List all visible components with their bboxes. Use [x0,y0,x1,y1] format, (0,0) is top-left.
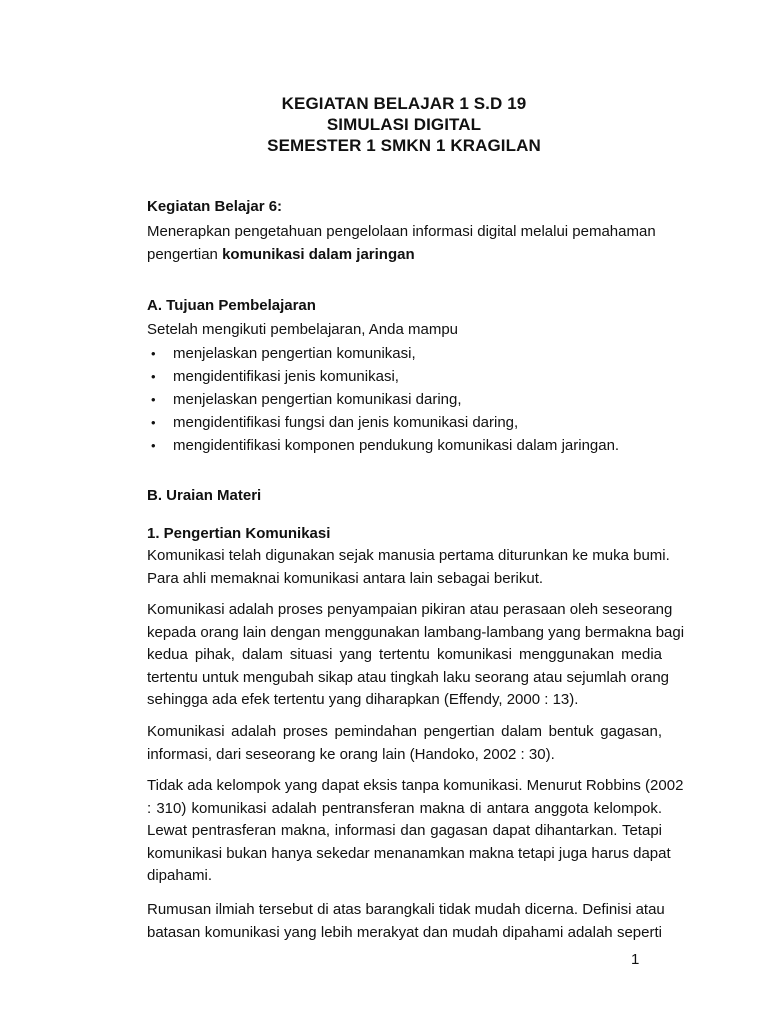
paragraph-4 [147,775,684,888]
paragraph-line: informasi, dari seseorang ke orang lain (Handoko, 2002 : 30). [147,745,555,763]
bullet-icon: • [151,392,156,407]
paragraph-5 [147,899,665,944]
objective-text: menjelaskan pengertian komunikasi, [173,345,416,362]
title-line-3: SEMESTER 1 SMKN 1 KRAGILAN [267,136,541,155]
paragraph-line: tertentu untuk mengubah sikap atau tingkah laku seorang atau sejumlah orang [147,668,670,686]
title-line-1: KEGIATAN BELAJAR 1 S.D 19 [281,94,527,113]
activity-heading: Kegiatan Belajar 6: [147,198,283,215]
paragraph-line: dipahami. [147,867,213,885]
paragraph-2 [147,599,685,712]
paragraph-3 [147,721,662,766]
paragraph-line: komunikasi bukan hanya sekedar menanamkan makna tetapi juga harus dapat [147,844,671,862]
paragraph-line: Para ahli memaknai komunikasi antara lain sebagai berikut. [147,569,544,587]
paragraph-line: sehingga ada efek tertentu yang diharapkan (Effendy, 2000 : 13). [147,691,579,709]
bullet-icon: • [151,438,156,453]
paragraph-line: Komunikasi adalah proses penyampaian pikiran atau perasaan oleh seseorang [147,601,673,618]
bullet-icon: • [151,369,156,384]
paragraph-line: Komunikasi adalah proses pemindahan pengertian dalam bentuk gagasan, [147,723,662,740]
paragraph-line: Komunikasi telah digunakan sejak manusia pertama diturunkan ke muka bumi. [147,547,670,564]
section-a-intro: Setelah mengikuti pembelajaran, Anda mampu [147,321,459,338]
paragraph-line: Lewat pentrasferan makna, informasi dan gagasan dapat dihantarkan. Tetapi [147,822,662,840]
bullet-icon: • [151,415,156,430]
paragraph-line: Tidak ada kelompok yang dapat eksis tanpa komunikasi. Menurut Robbins (2002 [147,777,684,794]
title-line-2: SIMULASI DIGITAL [326,115,482,134]
document-title [0,93,768,156]
subsection-1-heading: 1. Pengertian Komunikasi [147,525,331,542]
paragraph-line: batasan komunikasi yang lebih merakyat dan mudah dipahami adalah seperti [147,923,662,941]
paragraph-1 [147,545,670,590]
paragraph-line: kedua pihak, dalam situasi yang tertentu komunikasi menggunakan media [147,646,662,664]
objective-text: menjelaskan pengertian komunikasi daring, [173,391,462,408]
activity-description-prefix: pengertian [147,246,223,263]
section-b-heading: B. Uraian Materi [147,487,262,504]
paragraph-line: kepada orang lain dengan menggunakan lambang-lambang yang bermakna bagi [147,623,685,641]
activity-description-topic: komunikasi dalam jaringan [222,246,415,263]
page-number: 1 [631,951,640,968]
bullet-icon: • [151,346,156,361]
objective-text: mengidentifikasi fungsi dan jenis komunikasi daring, [173,414,519,431]
objective-text: mengidentifikasi jenis komunikasi, [173,368,399,385]
activity-description-line-1: Menerapkan pengetahuan pengelolaan informasi digital melalui pemahaman [147,223,656,240]
paragraph-line: : 310) komunikasi adalah pentransferan makna di antara anggota kelompok. [147,799,662,817]
objective-text: mengidentifikasi komponen pendukung komunikasi dalam jaringan. [173,437,620,454]
activity-description-line-2 [147,245,415,264]
section-a-heading: A. Tujuan Pembelajaran [147,297,316,314]
paragraph-line: Rumusan ilmiah tersebut di atas barangkali tidak mudah dicerna. Definisi atau [147,901,665,918]
